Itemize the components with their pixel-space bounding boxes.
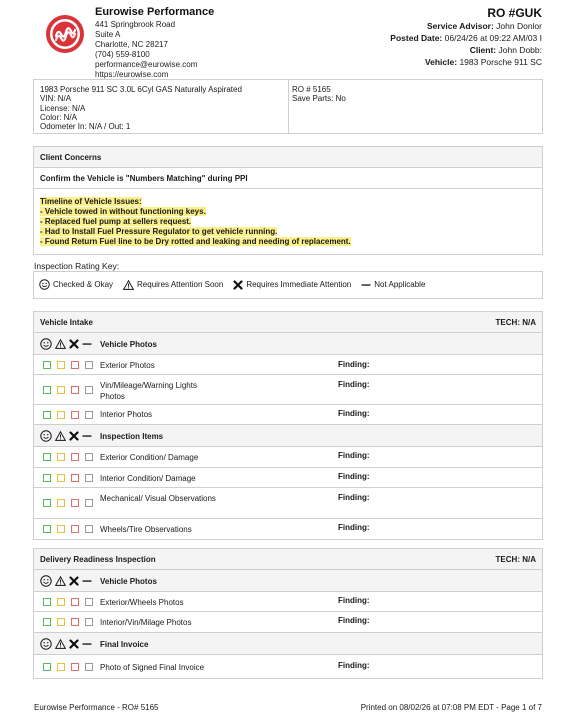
key-item xyxy=(361,280,425,290)
dash-icon xyxy=(82,576,92,588)
section-tech: TECH: N/A xyxy=(495,555,536,564)
finding-label: Finding: xyxy=(338,472,370,481)
key-item xyxy=(233,280,351,290)
checkbox-na[interactable] xyxy=(85,386,93,394)
checkbox-na[interactable] xyxy=(85,474,93,482)
dash-icon xyxy=(361,280,371,290)
checkbox-okay[interactable] xyxy=(43,453,51,461)
advisor-row xyxy=(390,20,542,32)
finding-label: Finding: xyxy=(338,451,370,460)
group-rating-icons xyxy=(40,638,95,652)
warning-icon xyxy=(55,431,66,443)
checkbox-immediate[interactable] xyxy=(71,499,79,507)
x-icon xyxy=(69,576,79,588)
item-label: Vin/Mileage/Warning Lights Photos xyxy=(100,381,197,401)
item-label: Exterior/Wheels Photos xyxy=(100,598,184,607)
checkbox-na[interactable] xyxy=(85,618,93,626)
vehicle-intake-section xyxy=(33,311,543,540)
inspection-item xyxy=(34,592,542,612)
finding-label: Finding: xyxy=(338,523,370,532)
group-title: Vehicle Photos xyxy=(100,340,157,349)
key-item xyxy=(123,280,223,290)
footer-shop-ro: Eurowise Performance - RO# 5165 xyxy=(34,703,159,712)
checkbox-immediate[interactable] xyxy=(71,474,79,482)
delivery-readiness-section xyxy=(33,548,543,679)
item-label: Interior/Vin/Milage Photos xyxy=(100,618,192,627)
ro-details xyxy=(289,80,542,133)
smile-icon xyxy=(40,430,52,444)
checkbox-okay[interactable] xyxy=(43,499,51,507)
client-row xyxy=(390,44,542,56)
vehicle-value: 1983 Porsche 911 SC xyxy=(459,57,542,67)
warning-icon xyxy=(55,576,66,588)
checkbox-na[interactable] xyxy=(85,598,93,606)
item-label: Mechanical/ Visual Observations xyxy=(100,494,216,503)
vehicle-details xyxy=(34,80,289,133)
timeline-line: - Found Return Fuel line to be Dry rotted and leaking and needing of replacement. xyxy=(40,237,351,246)
checkbox-soon[interactable] xyxy=(57,618,65,626)
checkbox-na[interactable] xyxy=(85,361,93,369)
timeline-line: - Vehicle towed in without functioning keys. xyxy=(40,207,206,216)
group-title: Vehicle Photos xyxy=(100,577,157,586)
inspection-item xyxy=(34,375,542,405)
group-header xyxy=(34,570,542,592)
section-title: Delivery Readiness Inspection xyxy=(40,555,156,564)
warning-icon xyxy=(55,339,66,351)
item-label: Interior Condition/ Damage xyxy=(100,474,196,483)
checkbox-soon[interactable] xyxy=(57,525,65,533)
checkbox-na[interactable] xyxy=(85,525,93,533)
section-title: Vehicle Intake xyxy=(40,318,93,327)
finding-label: Finding: xyxy=(338,360,370,369)
save-parts: Save Parts: No xyxy=(292,94,346,104)
shop-website[interactable]: https://eurowise.com xyxy=(95,70,169,79)
vehicle-vin: VIN: N/A xyxy=(40,94,72,104)
shop-address-line2: Suite A xyxy=(95,30,121,39)
section-tech: TECH: N/A xyxy=(495,318,536,327)
vehicle-license: License: N/A xyxy=(40,103,86,113)
group-header xyxy=(34,633,542,655)
client-label: Client: xyxy=(469,45,497,55)
item-label: Exterior Photos xyxy=(100,361,155,370)
finding-label: Finding: xyxy=(338,493,370,502)
checkbox-soon[interactable] xyxy=(57,474,65,482)
vehicle-label: Vehicle: xyxy=(424,57,458,67)
checkbox-okay[interactable] xyxy=(43,411,51,419)
item-label: Exterior Condition/ Damage xyxy=(100,453,199,462)
dash-icon xyxy=(82,639,92,651)
inspection-item xyxy=(34,405,542,425)
checkbox-okay[interactable] xyxy=(43,598,51,606)
shop-email[interactable]: performance@eurowise.com xyxy=(95,60,198,69)
timeline-title: Timeline of Vehicle Issues: xyxy=(40,197,142,206)
checkbox-okay[interactable] xyxy=(43,474,51,482)
posted-label: Posted Date: xyxy=(390,33,443,43)
posted-value: 06/24/26 at 09:22 AM/03 I xyxy=(444,33,542,43)
smile-icon xyxy=(40,338,52,352)
group-header xyxy=(34,425,542,447)
item-label: Photo of Signed Final Invoice xyxy=(100,663,205,672)
header-details xyxy=(390,20,542,68)
x-icon xyxy=(69,639,79,651)
x-icon xyxy=(233,280,243,290)
checkbox-immediate[interactable] xyxy=(71,618,79,626)
inspection-item xyxy=(34,488,542,519)
checkbox-okay[interactable] xyxy=(43,386,51,394)
checkbox-immediate[interactable] xyxy=(71,361,79,369)
checkbox-na[interactable] xyxy=(85,453,93,461)
checkbox-soon[interactable] xyxy=(57,663,65,671)
item-label: Wheels/Tire Observations xyxy=(100,525,192,534)
key-label-okay: Checked & Okay xyxy=(53,280,114,289)
smile-icon xyxy=(40,638,52,652)
timeline-line: - Had to Install Fuel Pressure Regulator to get vehicle running. xyxy=(40,227,278,236)
shop-logo-icon xyxy=(44,12,86,56)
checkbox-soon[interactable] xyxy=(57,386,65,394)
posted-row xyxy=(390,32,542,44)
concerns-header: Client Concerns xyxy=(34,147,542,168)
checkbox-na[interactable] xyxy=(85,663,93,671)
group-title: Final Invoice xyxy=(100,640,149,649)
client-value: John Dobb: xyxy=(498,45,542,55)
group-title: Inspection Items xyxy=(100,432,164,441)
warning-icon xyxy=(55,639,66,651)
checkbox-okay[interactable] xyxy=(43,618,51,626)
dash-icon xyxy=(82,431,92,443)
rating-key-box xyxy=(33,271,543,299)
inspection-item xyxy=(34,468,542,488)
client-concerns-box xyxy=(33,146,543,255)
vehicle-odometer: Odometer In: N/A / Out: 1 xyxy=(40,122,131,132)
concern-item: Confirm the Vehicle is "Numbers Matching" during PPI xyxy=(34,168,542,189)
checkbox-immediate[interactable] xyxy=(71,453,79,461)
key-label-immediate: Requires Immediate Attention xyxy=(246,280,352,289)
timeline-line: - Replaced fuel pump at sellers request. xyxy=(40,217,192,226)
footer-print-info: Printed on 08/02/26 at 07:08 PM EDT - Page 1 of 7 xyxy=(360,703,542,712)
checkbox-immediate[interactable] xyxy=(71,598,79,606)
inspection-item xyxy=(34,447,542,468)
inspection-item xyxy=(34,519,542,540)
group-header xyxy=(34,333,542,355)
vehicle-title: 1983 Porsche 911 SC 3.0L 6Cyl GAS Naturally Aspirated xyxy=(40,85,242,94)
key-label-na: Not Applicable xyxy=(374,280,426,289)
inspection-item xyxy=(34,355,542,375)
group-rating-icons xyxy=(40,575,95,589)
checkbox-soon[interactable] xyxy=(57,411,65,419)
advisor-label: Service Advisor: xyxy=(427,21,494,31)
checkbox-soon[interactable] xyxy=(57,361,65,369)
group-rating-icons xyxy=(40,430,95,444)
shop-address-line1: 441 Springbrook Road xyxy=(95,20,176,29)
timeline xyxy=(34,189,542,254)
shop-name: Eurowise Performance xyxy=(95,6,215,18)
section-header xyxy=(34,549,542,570)
ro-title: RO #GUK xyxy=(487,6,542,20)
checkbox-okay[interactable] xyxy=(43,525,51,533)
group-rating-icons xyxy=(40,338,95,352)
smile-icon xyxy=(39,279,50,290)
x-icon xyxy=(69,339,79,351)
checkbox-okay[interactable] xyxy=(43,361,51,369)
vehicle-row xyxy=(390,56,542,68)
checkbox-immediate[interactable] xyxy=(71,525,79,533)
vehicle-color: Color: N/A xyxy=(40,112,77,122)
shop-info xyxy=(95,6,214,80)
item-label: Interior Photos xyxy=(100,410,153,419)
rating-key-label: Inspection Rating Key: xyxy=(34,261,120,271)
finding-label: Finding: xyxy=(338,409,370,418)
shop-phone[interactable]: (704) 559-8100 xyxy=(95,50,150,59)
checkbox-na[interactable] xyxy=(85,411,93,419)
smile-icon xyxy=(40,575,52,589)
finding-label: Finding: xyxy=(338,380,370,389)
inspection-item xyxy=(34,655,542,679)
checkbox-na[interactable] xyxy=(85,499,93,507)
checkbox-soon[interactable] xyxy=(57,598,65,606)
checkbox-soon[interactable] xyxy=(57,453,65,461)
finding-label: Finding: xyxy=(338,596,370,605)
advisor-value: John Donlor xyxy=(496,21,542,31)
checkbox-soon[interactable] xyxy=(57,499,65,507)
checkbox-immediate[interactable] xyxy=(71,411,79,419)
shop-city: Charlotte, NC 28217 xyxy=(95,40,168,49)
vehicle-info-box xyxy=(33,79,543,134)
checkbox-okay[interactable] xyxy=(43,663,51,671)
finding-label: Finding: xyxy=(338,616,370,625)
inspection-item xyxy=(34,612,542,633)
key-item xyxy=(39,279,113,290)
dash-icon xyxy=(82,339,92,351)
key-label-soon: Requires Attention Soon xyxy=(137,280,224,289)
finding-label: Finding: xyxy=(338,661,370,670)
x-icon xyxy=(69,431,79,443)
checkbox-immediate[interactable] xyxy=(71,663,79,671)
warning-icon xyxy=(123,280,134,290)
ro-number: RO # 5165 xyxy=(292,85,331,94)
checkbox-immediate[interactable] xyxy=(71,386,79,394)
section-header xyxy=(34,312,542,333)
